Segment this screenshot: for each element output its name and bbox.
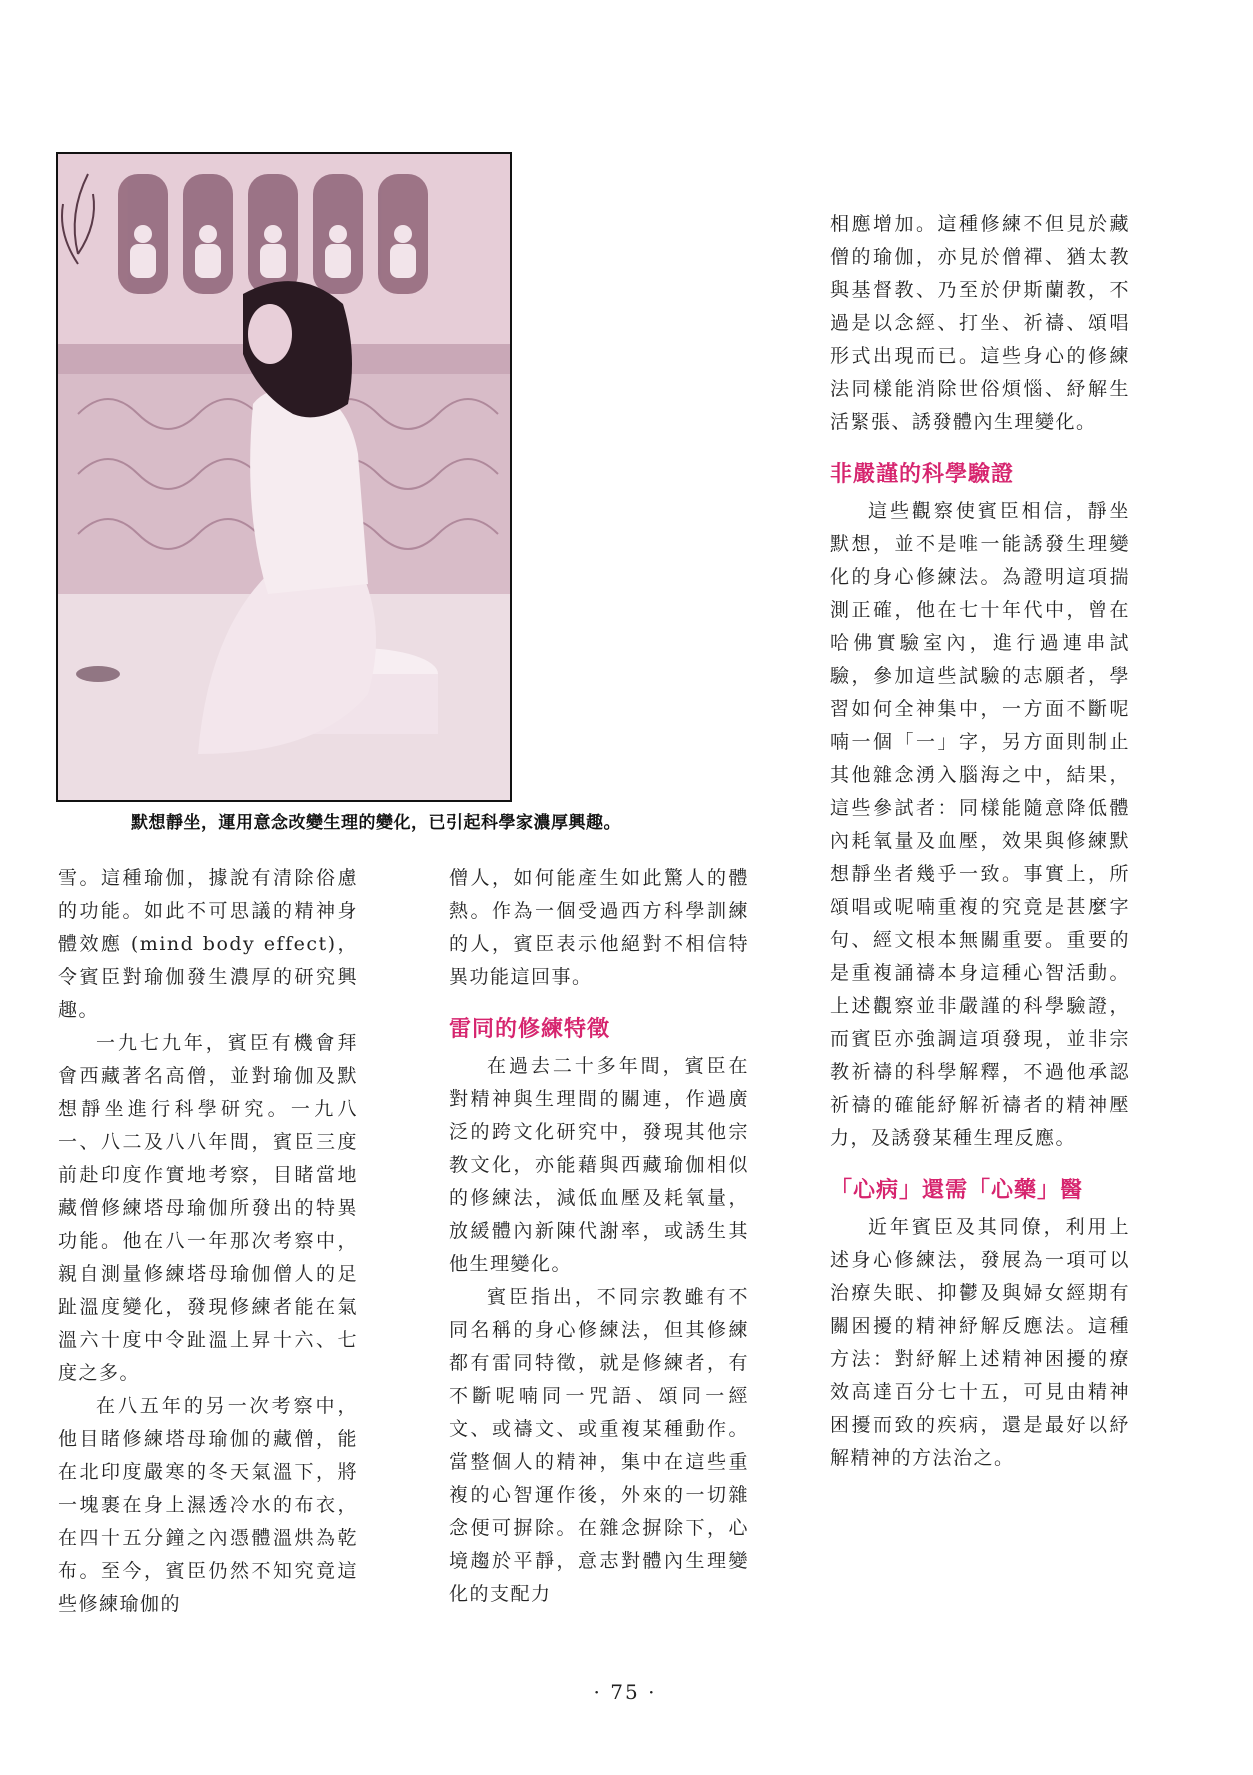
paragraph: 雪。這種瑜伽，據說有清除俗慮的功能。如此不可思議的精神身體效應 (mind body effect)，令賓臣對瑜伽發生濃厚的研究興趣。 [58,867,358,1021]
section-heading: 雷同的修練特徵 [449,1017,611,1042]
paragraph: 僧人，如何能產生如此驚人的體熱。作為一個受過西方科學訓練的人，賓臣表示他絕對不相信特異功能這回事。 [449,867,749,988]
section-heading: 非嚴謹的科學驗證 [830,462,1015,487]
text-column-3 [830,208,1130,1475]
paragraph: 這些觀察使賓臣相信，靜坐默想，並不是唯一能誘發生理變化的身心修練法。為證明這項揣測正確，他在七十年代中，曾在哈佛實驗室內，進行過連串試驗，參加這些試驗的志願者，學習如何全神集中，一方面不斷呢喃一個「一」字，另方面則制止其他雜念湧入腦海之中，結果，這些參試者：同樣能隨意降低體內耗氧量及血壓，效果與修練默想靜坐者幾乎一致。事實上，所頌唱或呢喃重複的究竟是甚麼字句、經文根本無關重要。重要的是重複誦禱本身這種心智活動。上述觀察並非嚴謹的科學驗證，而賓臣亦強調這項發現，並非宗教祈禱的科學解釋，不過他承認祈禱的確能紓解祈禱者的精神壓力，及誘發某種生理反應。 [830,500,1130,1149]
spacer [830,439,1130,455]
text-column-2 [449,862,749,1611]
spacer [830,1155,1130,1171]
photo-illustration [58,154,510,800]
page-number: · 75 · [593,1680,657,1704]
section-heading: 「心病」還需「心藥」醫 [830,1178,1084,1203]
paragraph: 在八五年的另一次考察中，他目睹修練塔母瑜伽的藏僧，能在北印度嚴寒的冬天氣溫下，將一塊裹在身上濕透冷水的布衣，在四十五分鐘之內憑體溫烘為乾布。至今，賓臣仍然不知究竟這些修練瑜伽的 [58,1395,358,1615]
paragraph: 賓臣指出，不同宗教雖有不同名稱的身心修練法，但其修練都有雷同特徵，就是修練者，有不斷呢喃同一咒語、頌同一經文、或禱文、或重複某種動作。當整個人的精神，集中在這些重複的心智運作後，外來的一切雜念便可摒除。在雜念摒除下，心境趨於平靜，意志對體內生理變化的支配力 [449,1286,749,1605]
paragraph: 相應增加。這種修練不但見於藏僧的瑜伽，亦見於僧禪、猶太教與基督教、乃至於伊斯蘭教，不過是以念經、打坐、祈禱、頌唱形式出現而已。這些身心的修練法同樣能消除世俗煩惱、紓解生活緊張、誘發體內生理變化。 [830,213,1130,433]
slipper [76,666,120,682]
paragraph: 一九七九年，賓臣有機會拜會西藏著名高僧，並對瑜伽及默想靜坐進行科學研究。一九八一、八二及八八年間，賓臣三度前赴印度作實地考察，目睹當地藏僧修練塔母瑜伽所發出的特異功能。他在八一年那次考察中，親自測量修練塔母瑜伽僧人的足趾溫度變化，發現修練者能在氣溫六十度中令趾溫上昇十六、七度之多。 [58,1032,358,1384]
spacer [449,994,749,1010]
paragraph: 近年賓臣及其同僚，利用上述身心修練法，發展為一項可以治療失眠、抑鬱及與婦女經期有關困擾的精神紓解反應法。這種方法：對紓解上述精神困擾的療效高達百分七十五，可見由精神困擾而致的疾病，還是最好以紓解精神的方法治之。 [830,1216,1130,1469]
text-column-1 [58,862,358,1621]
photo-caption: 默想靜坐，運用意念改變生理的變化，已引起科學家濃厚興趣。 [131,813,621,833]
paragraph: 在過去二十多年間，賓臣在對精神與生理間的關連，作過廣泛的跨文化研究中，發現其他宗教文化，亦能藉與西藏瑜伽相似的修練法，減低血壓及耗氧量，放緩體內新陳代謝率，或誘生其他生理變化。 [449,1055,749,1275]
photo-meditating-woman [56,152,512,802]
